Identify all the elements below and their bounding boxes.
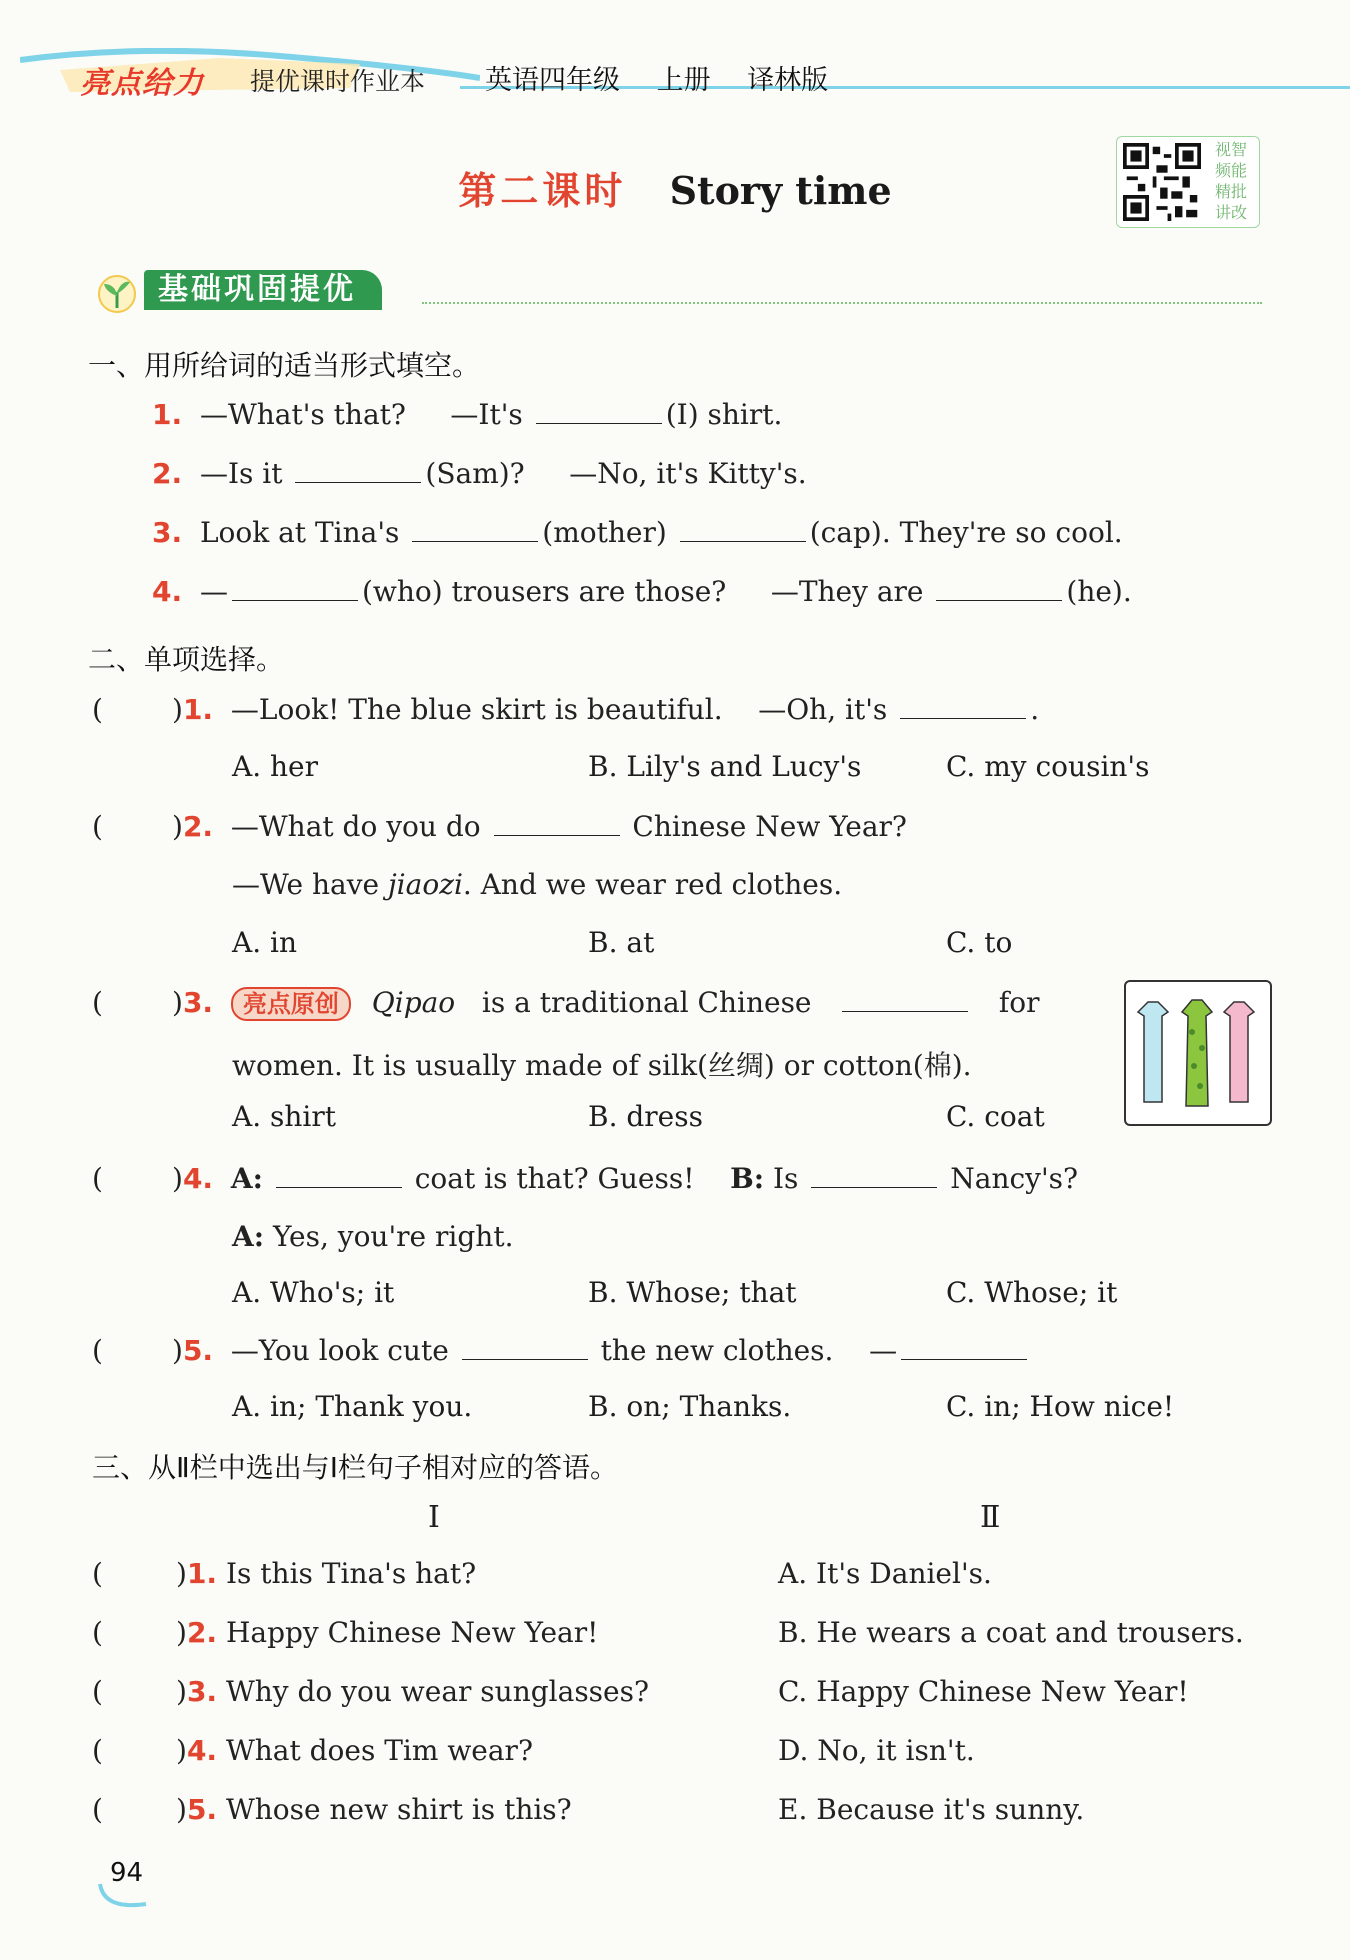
qipao-dresses-illustration	[1124, 980, 1272, 1126]
lesson-title-zh: 第二课时	[458, 169, 627, 213]
part1-item-3: 3. Look at Tina's (mother) (cap). They're so cool.	[152, 516, 1123, 549]
part2-q4: )4. A: coat is that? Guess! B: Is Nancy's?	[172, 1162, 1079, 1195]
part2-heading: 二、单项选择。	[88, 643, 285, 676]
brand-subtitle: 提优课时作业本	[250, 67, 426, 96]
option-b[interactable]: B. Lily's and Lucy's	[588, 750, 862, 783]
banner-dotted-rule	[422, 302, 1262, 304]
column-2-heading: Ⅱ	[980, 1500, 1001, 1535]
answer-blank[interactable]	[536, 401, 662, 424]
answer-blank[interactable]	[295, 460, 421, 483]
subject-label: 英语四年级	[485, 65, 620, 96]
option-a[interactable]: A. in; Thank you.	[232, 1390, 473, 1423]
answer-paren-open[interactable]: (	[92, 1162, 103, 1195]
match-left-4: )4. What does Tim wear?	[176, 1734, 533, 1767]
original-badge: 亮点原创	[231, 987, 351, 1021]
part2-q5: )5. —You look cute the new clothes. —	[172, 1334, 1031, 1367]
answer-paren-open[interactable]: (	[92, 986, 103, 1019]
option-c[interactable]: C. my cousin's	[946, 750, 1150, 783]
option-c[interactable]: C. in; How nice!	[946, 1390, 1175, 1423]
option-a[interactable]: A. in	[232, 926, 298, 959]
book-info	[485, 58, 856, 97]
match-right-e: E. Because it's sunny.	[778, 1793, 1085, 1826]
edition-label: 译林版	[747, 65, 829, 96]
match-right-a: A. It's Daniel's.	[778, 1557, 992, 1590]
answer-paren-open[interactable]: (	[92, 1616, 103, 1649]
part2-q4-line2: A: Yes, you're right.	[232, 1220, 514, 1253]
answer-blank[interactable]	[811, 1165, 937, 1188]
option-c[interactable]: C. coat	[946, 1100, 1045, 1133]
plant-sun-icon	[92, 268, 142, 314]
option-b[interactable]: B. Whose; that	[588, 1276, 797, 1309]
answer-blank[interactable]	[232, 578, 358, 601]
qr-caption: 视智 频能 精批 讲改	[1214, 140, 1248, 222]
part2-q3-line2: women. It is usually made of silk(丝绸) or cotton(棉).	[232, 1049, 972, 1082]
part1-item-4: 4. — (who) trousers are those? —They are (he).	[152, 575, 1132, 608]
qipao-icon	[1126, 982, 1270, 1124]
match-left-5: )5. Whose new shirt is this?	[176, 1793, 572, 1826]
answer-paren-open[interactable]: (	[92, 1734, 103, 1767]
answer-blank[interactable]	[680, 519, 806, 542]
column-1-heading: Ⅰ	[428, 1500, 440, 1535]
part1-item-2: 2. —Is it (Sam)? —No, it's Kitty's.	[152, 457, 807, 490]
match-left-1: )1. Is this Tina's hat?	[176, 1557, 477, 1590]
answer-paren-open[interactable]: (	[92, 1334, 103, 1367]
option-a[interactable]: A. Who's; it	[232, 1276, 395, 1309]
answer-paren-open[interactable]: (	[92, 810, 103, 843]
answer-paren-open[interactable]: (	[92, 1675, 103, 1708]
volume-label: 上册	[656, 65, 711, 96]
match-right-b: B. He wears a coat and trousers.	[778, 1616, 1244, 1649]
section-banner	[92, 268, 1260, 314]
answer-blank[interactable]	[900, 696, 1026, 719]
answer-paren-open[interactable]: (	[92, 1557, 103, 1590]
part2-q2: )2. —What do you do Chinese New Year?	[172, 810, 907, 843]
option-b[interactable]: B. at	[588, 926, 655, 959]
answer-paren-open[interactable]: (	[92, 1793, 103, 1826]
answer-blank[interactable]	[276, 1165, 402, 1188]
answer-blank[interactable]	[412, 519, 538, 542]
option-b[interactable]: B. dress	[588, 1100, 703, 1133]
page-number-arc-icon	[96, 1880, 150, 1914]
lesson-title-en: Story time	[669, 168, 892, 213]
answer-blank[interactable]	[462, 1337, 588, 1360]
brand-logo: 亮点给力	[80, 66, 204, 101]
answer-blank[interactable]	[936, 578, 1062, 601]
answer-blank[interactable]	[842, 989, 968, 1012]
match-right-c: C. Happy Chinese New Year!	[778, 1675, 1189, 1708]
match-right-d: D. No, it isn't.	[778, 1734, 975, 1767]
answer-blank[interactable]	[494, 813, 620, 836]
option-a[interactable]: A. her	[232, 750, 319, 783]
match-left-2: )2. Happy Chinese New Year!	[176, 1616, 599, 1649]
qr-block[interactable]	[1116, 136, 1260, 228]
match-left-3: )3. Why do you wear sunglasses?	[176, 1675, 650, 1708]
part1-item-1: 1. —What's that? —It's (I) shirt.	[152, 398, 783, 431]
answer-blank[interactable]	[901, 1337, 1027, 1360]
part2-q2-line2: —We have jiaozi. And we wear red clothes.	[232, 868, 843, 901]
page-number: 94	[110, 1858, 144, 1888]
option-c[interactable]: C. Whose; it	[946, 1276, 1118, 1309]
option-a[interactable]: A. shirt	[232, 1100, 337, 1133]
answer-paren-open[interactable]: (	[92, 693, 103, 726]
option-c[interactable]: C. to	[946, 926, 1013, 959]
section-banner-label: 基础巩固提优	[144, 270, 382, 310]
option-b[interactable]: B. on; Thanks.	[588, 1390, 792, 1423]
part2-q1: )1. —Look! The blue skirt is beautiful. —Oh, it's .	[172, 693, 1040, 726]
qr-code-icon	[1123, 143, 1201, 221]
page-header	[20, 48, 1330, 118]
part2-q3: )3. 亮点原创 Qipao is a traditional Chinese for	[172, 986, 1040, 1019]
part3-heading: 三、从Ⅱ栏中选出与Ⅰ栏句子相对应的答语。	[92, 1451, 619, 1484]
part1-heading: 一、用所给词的适当形式填空。	[88, 349, 481, 382]
